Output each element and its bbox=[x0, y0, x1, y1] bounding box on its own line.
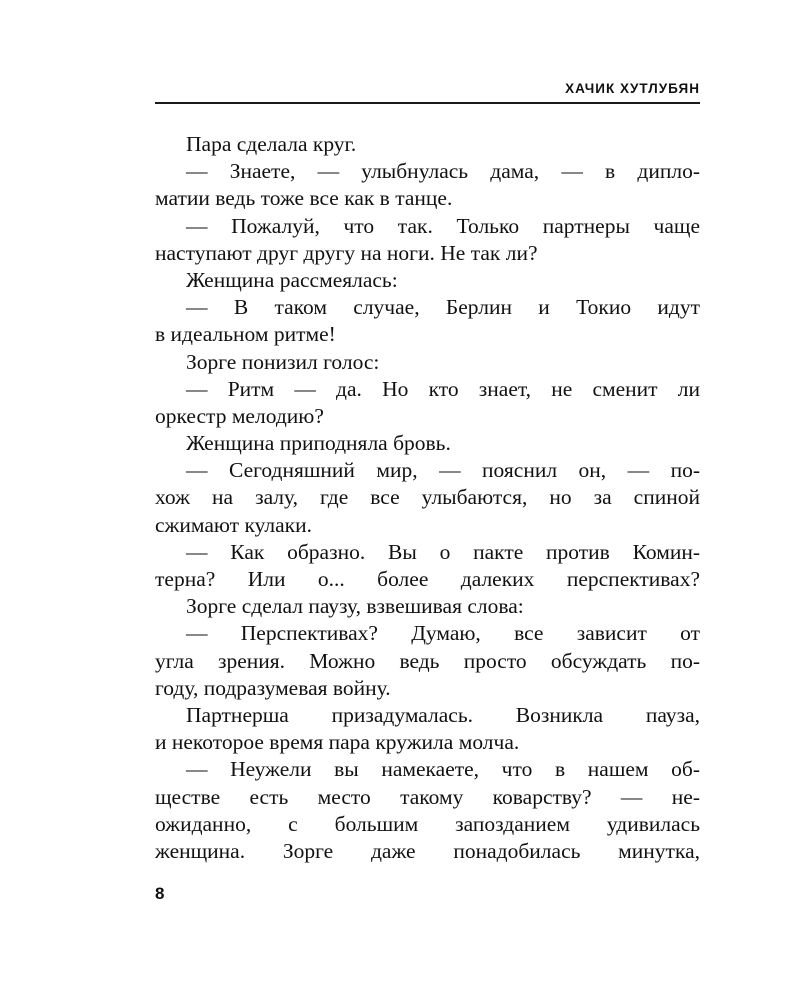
text-line: — Сегодняшний мир, — пояснил он, — по- bbox=[186, 458, 700, 483]
text-line: оркестр мелодию? bbox=[155, 403, 324, 428]
header-rule bbox=[155, 102, 700, 104]
text-line: терна? Или о... более далеких перспективах? bbox=[155, 567, 700, 591]
text-line: — Неужели вы намекаете, что в нашем об- bbox=[186, 757, 700, 782]
text-line: сжимают кулаки. bbox=[155, 512, 312, 537]
text-line: хож на залу, где все улыбаются, но за спиной bbox=[155, 485, 700, 510]
text-line: женщина. Зорге даже понадобилась минутка, bbox=[155, 838, 700, 863]
running-head-author: ХАЧИК ХУТЛУБЯН bbox=[565, 81, 700, 96]
text-line: — Пожалуй, что так. Только партнеры чаще bbox=[186, 213, 700, 238]
text-line: Партнерша призадумалась. Возникла пауза, bbox=[186, 702, 700, 727]
text-line: — Ритм — да. Но кто знает, не сменит ли bbox=[186, 376, 700, 401]
text-line: наступают друг другу на ноги. Не так ли? bbox=[155, 240, 538, 265]
text-line: году, подразумевая войну. bbox=[155, 675, 391, 700]
text-line: — Как образно. Вы о пакте против Комин- bbox=[186, 539, 700, 564]
text-line: и некоторое время пара кружила молча. bbox=[155, 730, 520, 755]
text-line: — Знаете, — улыбнулась дама, — в дипло- bbox=[186, 159, 700, 184]
text-line: ожиданно, с большим запозданием удивилась bbox=[155, 811, 700, 836]
text-line: Пара сделала круг. bbox=[186, 132, 357, 156]
body-text bbox=[155, 131, 700, 865]
text-line: ществе есть место такому коварству? — не- bbox=[155, 784, 700, 809]
text-line: Зорге сделал паузу, взвешивая слова: bbox=[186, 594, 524, 619]
text-line: Женщина приподняла бровь. bbox=[186, 431, 451, 456]
text-line: угла зрения. Можно ведь просто обсуждать по- bbox=[155, 648, 700, 673]
text-line: матии ведь тоже все как в танце. bbox=[155, 186, 453, 211]
text-line: Зорге понизил голос: bbox=[186, 349, 380, 374]
page-number: 8 bbox=[155, 884, 165, 903]
text-line: Женщина рассмеялась: bbox=[186, 267, 398, 292]
text-line: в идеальном ритме! bbox=[155, 322, 336, 347]
text-line: — Перспективах? Думаю, все зависит от bbox=[186, 621, 700, 646]
text-line: — В таком случае, Берлин и Токио идут bbox=[186, 295, 700, 320]
